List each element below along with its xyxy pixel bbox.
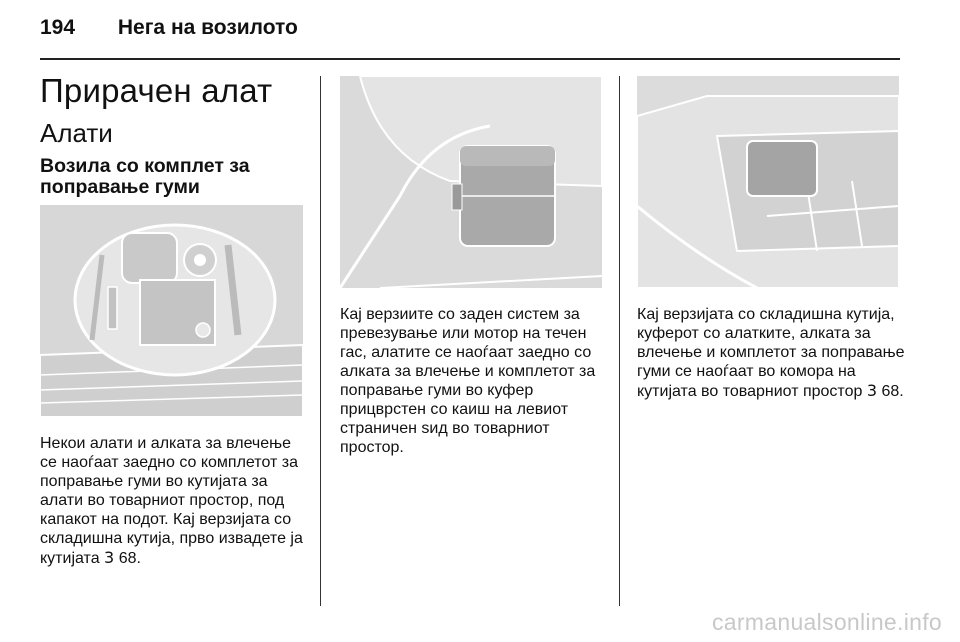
column-1-text bbox=[40, 434, 308, 568]
tool-case-side-wall-illustration bbox=[340, 76, 602, 288]
cross-reference-icon: 3 bbox=[866, 381, 878, 400]
page-reference: 68. bbox=[881, 383, 904, 400]
page-reference: 68. bbox=[118, 550, 141, 567]
watermark: carmanualsonline.info bbox=[711, 609, 942, 635]
section-subtitle: Алати bbox=[40, 118, 113, 148]
column-2-text bbox=[340, 305, 608, 457]
header-rule bbox=[40, 58, 900, 60]
tool-kit-illustration bbox=[40, 205, 303, 417]
storage-box-drawing bbox=[637, 76, 899, 288]
paragraph-text: Кај верзијата со складишна кутија, куферот со алатките, алката за влечење и комплетот за поправање гуми се наоѓаат во комора на кутијата во товарниот простор bbox=[637, 306, 905, 400]
column-divider-1 bbox=[320, 76, 321, 606]
storage-box-illustration bbox=[637, 76, 899, 288]
paragraph-text: Некои алати и алката за влечење се наоѓаат заедно со комплетот за поправање гуми во кутијата за алати во товарниот простор, под капакот на подот. Кај верзијата со складишна кутија, прво извадете ја кутијата bbox=[40, 435, 303, 567]
column-divider-2 bbox=[619, 76, 620, 606]
cross-reference-icon: 3 bbox=[104, 548, 115, 567]
section-title: Прирачен алат bbox=[40, 72, 273, 109]
page-header bbox=[40, 16, 298, 40]
column-3-text bbox=[637, 305, 907, 401]
page-number: 194 bbox=[40, 16, 76, 39]
cargo-case-drawing bbox=[340, 76, 602, 288]
section-heading: Возила со комплет за поправање гуми bbox=[40, 155, 250, 198]
paragraph-text: Кај верзиите со заден систем за превезување или мотор на течен гас, алатите се наоѓаат заедно со алката за влечење и комплетот за поправање гуми во куфер прицврстен со каиш на левиот страничен sид во товарниот простор. bbox=[340, 306, 596, 456]
chapter-title: Нега на возилото bbox=[117, 16, 298, 39]
tool-kit-drawing bbox=[40, 205, 303, 417]
